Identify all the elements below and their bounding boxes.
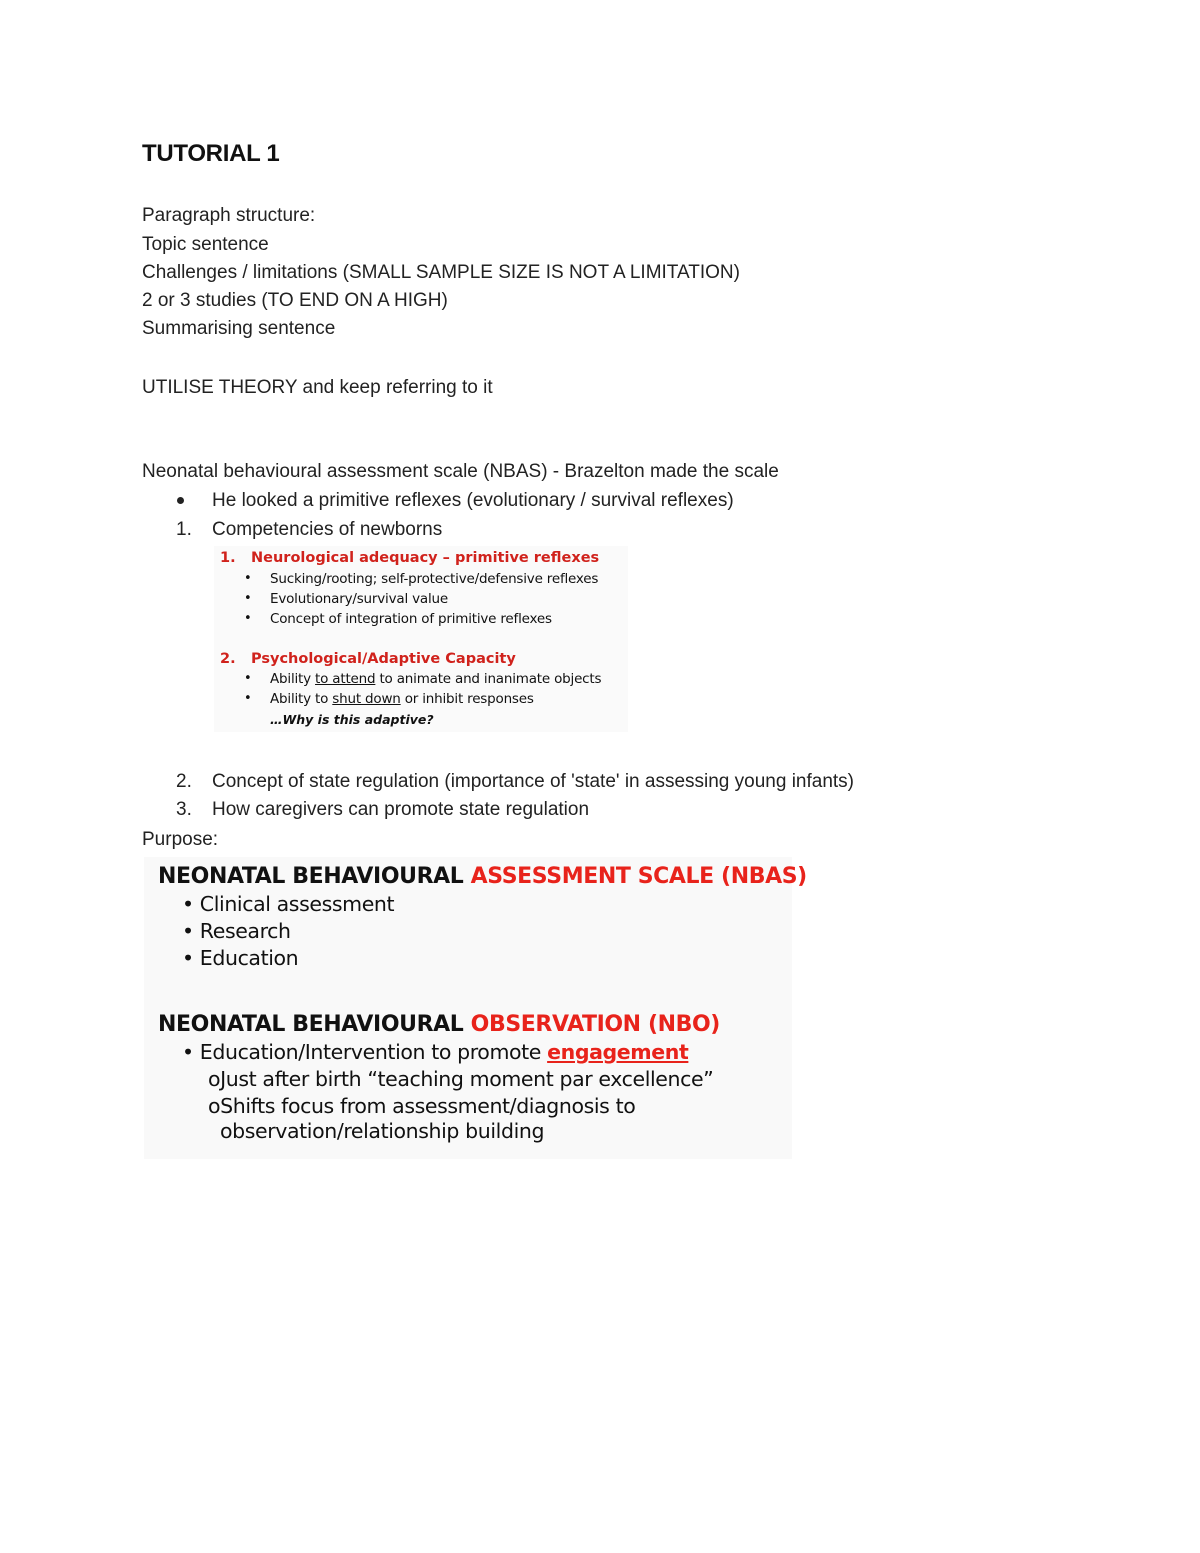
slide2-subitem-observation: observation/relationship building bbox=[220, 1119, 545, 1143]
list-number-2: 2. bbox=[176, 771, 192, 792]
slide-image-competencies bbox=[214, 546, 628, 732]
list-item-caregivers: How caregivers can promote state regulation bbox=[212, 799, 590, 820]
slide1-section2-heading: Psychological/Adaptive Capacity bbox=[251, 651, 516, 667]
slide2-item-engagement: • Education/Intervention to promote engagement bbox=[182, 1040, 689, 1064]
structure-line-summary: Summarising sentence bbox=[142, 318, 336, 339]
nbas-bullet-text: He looked a primitive reflexes (evolutionary / survival reflexes) bbox=[212, 490, 734, 511]
slide2-item-education: • Education bbox=[182, 946, 299, 970]
paragraph-structure-heading: Paragraph structure: bbox=[142, 205, 316, 226]
structure-line-topic: Topic sentence bbox=[142, 234, 269, 255]
structure-line-studies: 2 or 3 studies (TO END ON A HIGH) bbox=[142, 290, 448, 311]
slide1-section2-number: 2. bbox=[220, 651, 236, 667]
slide1-bullet-icon: • bbox=[244, 571, 252, 586]
slide1-item-sucking: Sucking/rooting; self-protective/defensive reflexes bbox=[270, 571, 599, 587]
slide1-item-integration: Concept of integration of primitive reflexes bbox=[270, 611, 552, 627]
slide1-bullet-icon: • bbox=[244, 691, 252, 706]
document-title: TUTORIAL 1 bbox=[142, 140, 280, 167]
slide2-subitem-birth: oJust after birth “teaching moment par excellence” bbox=[208, 1067, 714, 1091]
slide2-nbo-heading: NEONATAL BEHAVIOURAL OBSERVATION (NBO) bbox=[158, 1012, 720, 1037]
list-item-competencies: Competencies of newborns bbox=[212, 519, 443, 540]
list-number-1: 1. bbox=[176, 519, 192, 540]
slide2-item-research: • Research bbox=[182, 919, 291, 943]
structure-line-challenges: Challenges / limitations (SMALL SAMPLE SIZE IS NOT A LIMITATION) bbox=[142, 262, 740, 283]
list-item-state-regulation: Concept of state regulation (importance of 'state' in assessing young infants) bbox=[212, 771, 855, 792]
slide2-nbas-heading: NEONATAL BEHAVIOURAL ASSESSMENT SCALE (NBAS) bbox=[158, 864, 807, 889]
bullet-dot-icon bbox=[177, 497, 184, 504]
slide1-bullet-icon: • bbox=[244, 671, 252, 686]
list-number-3: 3. bbox=[176, 799, 192, 820]
slide1-question: …Why is this adaptive? bbox=[270, 712, 434, 727]
slide1-item-evolutionary: Evolutionary/survival value bbox=[270, 591, 448, 607]
slide1-item-shutdown: Ability to shut down or inhibit responses bbox=[270, 691, 534, 707]
slide2-subitem-shifts: oShifts focus from assessment/diagnosis to bbox=[208, 1094, 636, 1118]
slide1-section1-heading: Neurological adequacy – primitive reflexes bbox=[251, 550, 600, 566]
slide2-item-clinical: • Clinical assessment bbox=[182, 892, 395, 916]
theory-note: UTILISE THEORY and keep referring to it bbox=[142, 377, 493, 398]
slide1-bullet-icon: • bbox=[244, 591, 252, 606]
slide1-item-attend: Ability to attend to animate and inanimate objects bbox=[270, 671, 602, 687]
nbas-heading: Neonatal behavioural assessment scale (NBAS) - Brazelton made the scale bbox=[142, 461, 779, 482]
slide-image-purpose bbox=[144, 857, 807, 1159]
slide1-section1-number: 1. bbox=[220, 550, 236, 566]
purpose-label: Purpose: bbox=[142, 829, 219, 850]
slide1-bullet-icon: • bbox=[244, 611, 252, 626]
